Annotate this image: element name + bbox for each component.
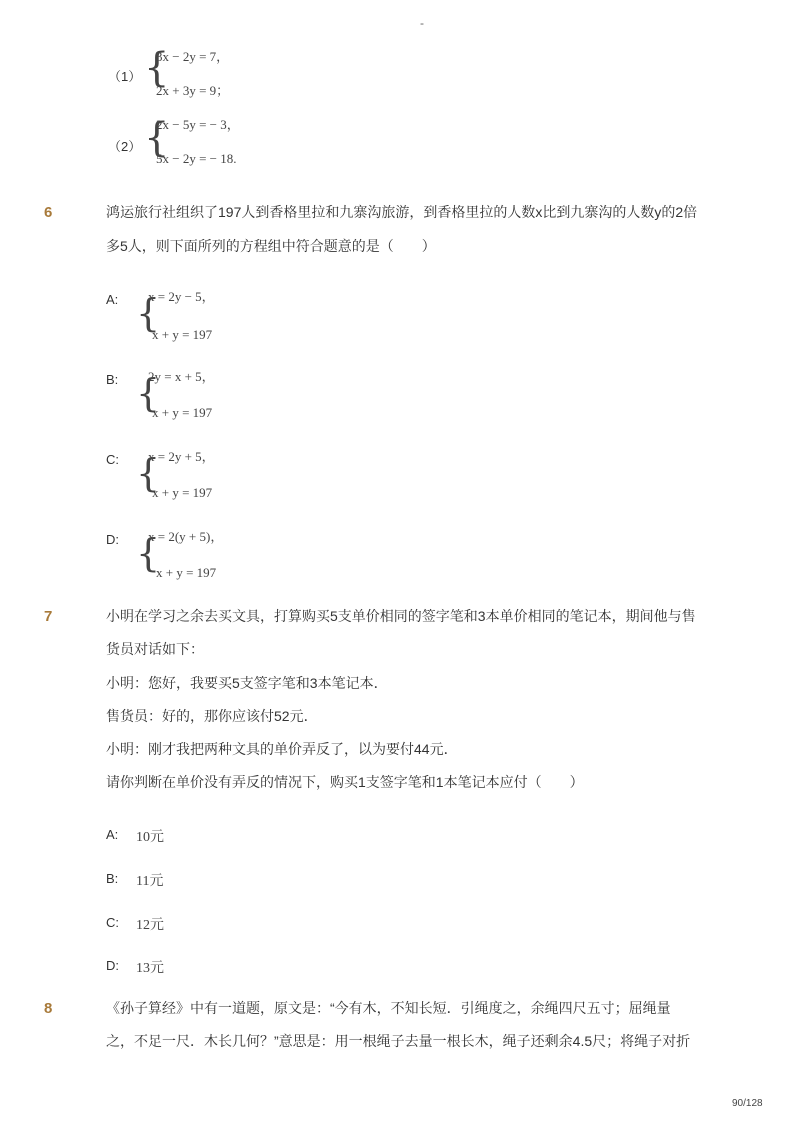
brace-icon: {	[136, 451, 161, 495]
option-b[interactable]	[106, 868, 226, 890]
question-number: 6	[44, 204, 53, 221]
system-label: （2）	[108, 139, 142, 154]
equation: x = 2y − 5，	[148, 289, 215, 304]
question-text-line: 小明在学习之余去买文具，打算购买5支单价相同的签字笔和3本单价相同的笔记本，期间他与售	[106, 608, 696, 624]
option-c[interactable]	[106, 912, 226, 934]
question-text-line: 小明：刚才我把两种文具的单价弄反了，以为要付44元．	[106, 741, 458, 757]
question-number: 7	[44, 608, 53, 625]
option-c[interactable]	[106, 446, 306, 506]
question-text-line: 《孙子算经》中有一道题，原文是：“今有木，不知长短．引绳度之，余绳四尺五寸；屈绳量	[106, 1000, 671, 1016]
option-b[interactable]	[106, 366, 306, 426]
system-label: （1）	[108, 69, 142, 84]
question-number: 8	[44, 1000, 53, 1017]
brace-icon: {	[136, 371, 161, 415]
equation: 2x + 3y = 9；	[156, 83, 230, 98]
question-text-line: 请你判断在单价没有弄反的情况下，购买1支签字笔和1本笔记本应付（ ）	[106, 774, 584, 790]
brace-icon: {	[136, 291, 161, 335]
equation: x = 2y + 5，	[148, 449, 215, 464]
option-value: 13元	[136, 961, 164, 976]
option-d[interactable]	[106, 955, 226, 977]
equation: x = 2(y + 5)，	[148, 529, 224, 544]
equation: 3x − 2y = 7，	[156, 49, 230, 64]
question-text-line: 小明：您好，我要买5支签字笔和3本笔记本．	[106, 675, 388, 691]
equation: 5x − 2y = − 18.	[156, 151, 237, 166]
brace-icon: {	[144, 115, 170, 161]
option-label: A:	[106, 292, 119, 307]
equation: x + y = 197	[152, 327, 213, 342]
option-value: 10元	[136, 830, 164, 845]
option-label: B:	[106, 372, 119, 387]
option-value: 12元	[136, 918, 164, 933]
page-indicator: 90/128	[732, 1098, 763, 1109]
question-text-line: 售货员：好的，那你应该付52元．	[106, 708, 318, 724]
question-text-line: 多5人，则下面所列的方程组中符合题意的是（ ）	[106, 238, 436, 254]
brace-icon: {	[144, 45, 170, 91]
option-label: C:	[106, 915, 119, 930]
option-a[interactable]	[106, 824, 226, 846]
option-d[interactable]	[106, 526, 306, 586]
equation: x + y = 197	[156, 565, 217, 580]
option-label: D:	[106, 958, 119, 973]
question-text-line: 货员对话如下：	[106, 641, 204, 657]
equation: x + y = 197	[152, 485, 213, 500]
brace-icon: {	[136, 531, 161, 575]
option-value: 11元	[136, 874, 164, 889]
question-text-line: 之，不足一尺．木长几何？”意思是：用一根绳子去量一根长木，绳子还剩余4.5尺；将绳子对折	[106, 1033, 691, 1049]
equation: x + y = 197	[152, 405, 213, 420]
option-label: B:	[106, 871, 119, 886]
header-mark: -	[420, 16, 424, 30]
question-text-line: 鸿运旅行社组织了197人到香格里拉和九寨沟旅游，到香格里拉的人数x比到九寨沟的人数y的2倍	[106, 204, 698, 220]
equation: 2y = x + 5，	[148, 369, 215, 384]
option-a[interactable]	[106, 286, 306, 346]
option-label: C:	[106, 452, 119, 467]
option-label: D:	[106, 532, 119, 547]
option-label: A:	[106, 827, 119, 842]
equation: 2x − 5y = − 3，	[156, 117, 240, 132]
